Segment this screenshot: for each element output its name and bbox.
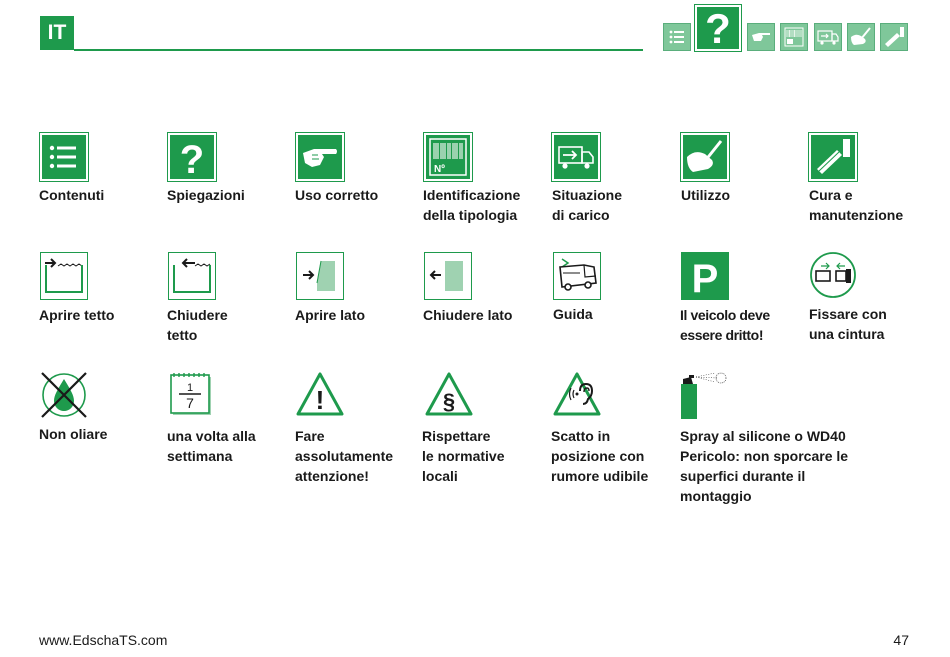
legend-label: Spiegazioni <box>167 187 245 203</box>
click-sound-icon <box>552 371 602 417</box>
barcode-icon <box>781 24 807 50</box>
maintenance-icon <box>811 135 855 179</box>
svg-text:!: ! <box>315 385 325 415</box>
driving-truck-icon <box>554 253 600 299</box>
legend-label: una volta alla settimana <box>167 428 256 464</box>
list-icon <box>664 24 690 50</box>
question-icon <box>170 135 214 179</box>
calendar-icon <box>168 371 216 419</box>
legend-label: Cura e manutenzione <box>809 187 904 223</box>
open-side-icon <box>297 253 343 299</box>
nav-contents-button[interactable] <box>663 23 691 51</box>
legend-label: Contenuti <box>39 187 105 203</box>
legend-label: Fissare con una cintura <box>809 306 887 342</box>
legend-label: Utilizzo <box>681 187 730 203</box>
svg-text:1: 1 <box>186 382 194 394</box>
hand-pen-icon <box>848 24 874 50</box>
maintenance-icon-box <box>809 133 857 181</box>
legend-label: Scatto in posizione con rumore udibile <box>551 428 649 484</box>
legend-label: Identificazione della tipologia <box>423 187 521 223</box>
legend-label: Rispettare le normative locali <box>422 428 505 484</box>
contents-icon-box <box>40 133 88 181</box>
belt-icon-box <box>809 251 857 299</box>
header-rule <box>74 49 643 51</box>
law-icon-box <box>424 371 474 417</box>
barcode-icon <box>426 135 470 179</box>
loading-icon-box <box>552 133 600 181</box>
maintenance-icon <box>881 24 907 50</box>
legend-label: Aprire lato <box>295 307 366 323</box>
truck-icon <box>815 24 841 50</box>
no-oil-icon-box <box>40 371 88 419</box>
svg-text:?: ? <box>179 138 205 179</box>
legend-label: Spray al silicone o WD40 Pericolo: non sporcare le superfici durante il montaggio <box>680 428 849 504</box>
law-icon <box>424 371 474 417</box>
footer-website-link[interactable]: www.EdschaTS.com <box>39 632 168 648</box>
spray-icon-box <box>679 371 733 421</box>
list-icon <box>42 135 86 179</box>
close-roof-icon-box <box>168 252 216 300</box>
close-side-icon-box <box>424 252 472 300</box>
page-number: 47 <box>893 632 909 648</box>
identification-icon-box <box>424 133 472 181</box>
legend-label: Chiudere lato <box>423 307 513 323</box>
driving-icon-box <box>553 252 601 300</box>
calendar-icon-box <box>168 371 216 419</box>
open-roof-icon-box <box>40 252 88 300</box>
close-roof-icon <box>169 253 215 299</box>
close-side-icon <box>425 253 471 299</box>
explanations-icon-box <box>168 133 216 181</box>
nav-usage-button[interactable] <box>847 23 875 51</box>
correct-use-icon-box <box>296 133 344 181</box>
legend-label: Chiudere tetto <box>167 307 228 343</box>
question-icon <box>697 7 739 49</box>
language-badge: IT <box>40 16 74 50</box>
legend-label: Il veicolo deve essere dritto! <box>680 307 770 343</box>
nav-explanations-button[interactable] <box>695 5 741 51</box>
svg-text:Nº: Nº <box>434 164 445 175</box>
open-side-icon-box <box>296 252 344 300</box>
legend-label: Fare assolutamente attenzione! <box>295 428 394 484</box>
warning-icon-box <box>295 371 345 417</box>
parking-icon-box <box>681 252 729 300</box>
pointing-hand-icon <box>748 24 774 50</box>
spray-icon <box>679 371 733 421</box>
svg-text:P: P <box>691 257 719 300</box>
truck-icon <box>554 135 598 179</box>
svg-text:?: ? <box>705 7 731 49</box>
legend-label: Aprire tetto <box>39 307 115 323</box>
open-roof-icon <box>41 253 87 299</box>
svg-text:§: § <box>442 389 456 414</box>
belt-icon <box>809 251 857 299</box>
legend-label: Situazione di carico <box>552 187 623 223</box>
svg-text:7: 7 <box>186 395 194 411</box>
parking-icon <box>681 252 729 300</box>
legend-label: Non oliare <box>39 426 108 442</box>
legend-label: Guida <box>553 306 593 322</box>
no-oil-icon <box>40 371 88 419</box>
nav-identification-button[interactable] <box>780 23 808 51</box>
warning-icon <box>295 371 345 417</box>
nav-loading-button[interactable] <box>814 23 842 51</box>
legend-label: Uso corretto <box>295 187 379 203</box>
pointing-hand-icon <box>298 135 342 179</box>
click-sound-icon-box <box>552 371 602 417</box>
nav-maintenance-button[interactable] <box>880 23 908 51</box>
usage-icon-box <box>681 133 729 181</box>
nav-correct-use-button[interactable] <box>747 23 775 51</box>
hand-pen-icon <box>683 135 727 179</box>
